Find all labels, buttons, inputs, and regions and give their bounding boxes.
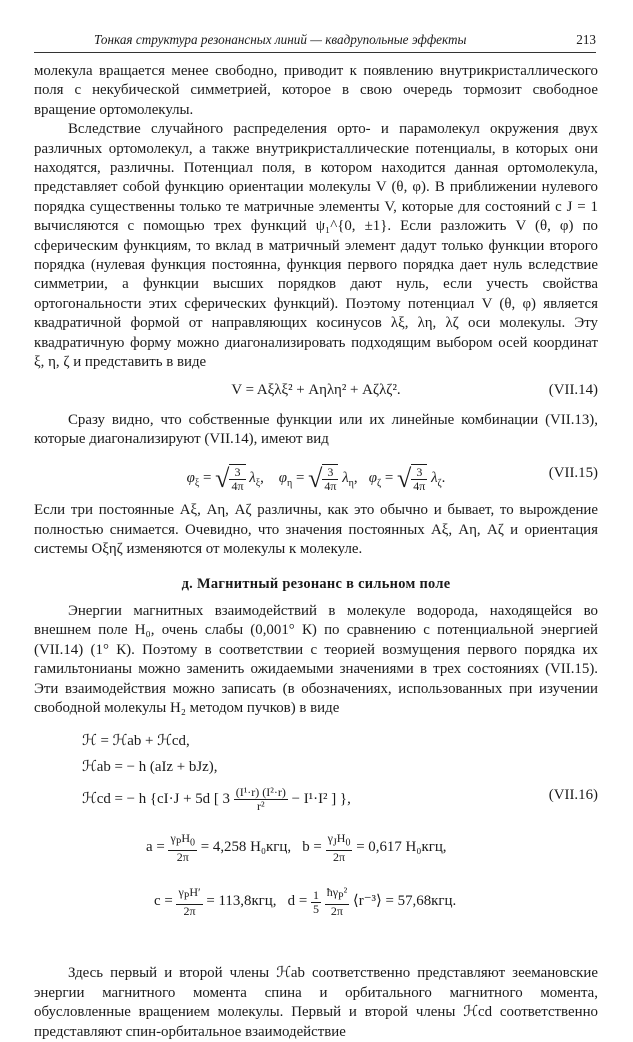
paragraph-6: Здесь первый и второй члены ℋab соответственно представляют зеемановские энергии магнитного момента спина и орбитального магнитного момента, обусловленные вращением молекулы. Первый и второй члены ℋcd соответственно представляют спин-орбитальное взаимодействие (34, 965, 598, 1040)
hamiltonian-total: ℋ = ℋab + ℋcd, (82, 733, 190, 750)
constant-a-b: a = $\frac{\gamma_PH_0}{2\pi}$ = 4,258 H₀кгц, b = $\frac{\gamma_JH_0}{2\pi}$ = 0,617 H₀кгц, (146, 831, 447, 864)
equation-vii-16 (34, 724, 598, 956)
equation-vii-15 (34, 451, 598, 499)
sqrt-3-4pi-xi: √ $\frac{3}{4\pi}$ (215, 464, 244, 494)
equation-vii-14-expression: V = Aξλξ² + Aηλη² + Aζλζ². (231, 381, 401, 398)
hamiltonian-cd: ℋcd = − h {cI·J + 5d [ 3 $\frac{\text{(I¹·r) (I²·r)}}{\text{r²}}$ − I¹·I² ] }, (82, 785, 351, 814)
section-heading: д. Магнитный резонанс в сильном поле (181, 575, 451, 592)
equation-vii-16-number: (VII.16) (548, 787, 598, 804)
paragraph-4: Если три постоянные Aξ, Aη, Aζ различны, как это обычно и бывает, то вырождение полностью снимается. Очевидно, что значения постоянных Aξ, Aη, Aζ и ориентация системы Oξηζ изменяются от молекулы к молекуле. (34, 502, 598, 558)
sqrt-3-4pi-zeta: √ $\frac{3}{4\pi}$ (397, 464, 426, 494)
main-text (34, 62, 598, 1042)
paragraph-1: молекула вращается менее свободно, приводит к появлению внутрикристаллического поля с некубической симметрией, которое в свою очередь тормозит свободное вращение ортомолекулы. (34, 63, 598, 118)
sqrt-3-4pi-eta: √ $\frac{3}{4\pi}$ (308, 464, 337, 494)
equation-vii-14-number: (VII.14) (548, 381, 598, 398)
equation-vii-14 (34, 375, 598, 409)
hamiltonian-ab: ℋab = − h (aIz + bJz), (82, 759, 218, 776)
equation-vii-15-number: (VII.15) (548, 465, 598, 482)
running-header (34, 30, 596, 53)
page-number: 213 (576, 32, 596, 47)
equation-vii-15-expression: $\varphi_\xi$ = √ $\frac{3}{4\pi}$ $\lambda_\xi$, $\varphi_\eta$ = √ $\frac{3}{4\pi}$ $\lambda_\eta$, $\varphi_\zeta$ = √ $\frac{3}{4\pi}$ $\lambda_\zeta$. (186, 464, 446, 494)
running-title: Тонкая структура резонансных линий — квадрупольные эффекты (94, 32, 467, 47)
dipole-fraction: $\frac{\text{(I¹·r) (I²·r)}}{\text{r²}}$ (235, 785, 286, 814)
paragraph-2: Вследствие случайного распределения орто- и парамолекул окружения двух различных ортомолекул, а также внутрикристаллические потенциалы, в которых они находятся, различны. Потенциал поля, в котором находится данная ортомолекула, представляет собой функцию ориентации молекулы V (θ, φ). В приближении нулевого порядка существенны только те матричные элементы V, которые для состояний с J = 1 вычисляются с помощью трех функций ψ₁^{0, ±1}. Если разложить V (θ, φ) по сферическим функциям, то вклад в матричный элемент дадут только функции второго порядка (нулевая функция постоянна, функция первого порядка дает нуль вследствие симметрии, а функции высших порядков дают нуль, если учесть свойства ортогональности этих сферических функций). Поэтому потенциал V (θ, φ) является квадратичной формой от направляющих косинусов λξ, λη, λζ оси молекулы. Эту квадратичную форму можно диагонализировать подходящим выбором осей координат ξ, η, ζ и представить в виде (34, 121, 598, 371)
paragraph-5: Энергии магнитных взаимодействий в молекуле водорода, находящейся во внешнем поле H₀, очень слабы (0,001° К) по сравнению с потенциальной энергией (VII.14) (1° К). Поэтому в соответствии с теорией возмущения первого порядка их гамильтонианы можно заменить ожидаемыми значениями в трех состояниях (VII.15). Эти взаимодействия можно записать (в обозначениях, использованных при изучении свободной молекулы H₂ методом пучков) в виде (34, 602, 598, 716)
constant-c-d: c = $\frac{\gamma_PH'}{2\pi}$ = 113,8кгц, d = $\frac{1}{5}$ $\frac{ħ\gamma_P^2}{2\pi}$ ⟨r⁻³⟩ = 57,68кгц. (154, 885, 457, 918)
paragraph-3: Сразу видно, что собственные функции или их линейные комбинации (VII.13), которые диагонализируют (VII.14), имеют вид (34, 411, 598, 447)
